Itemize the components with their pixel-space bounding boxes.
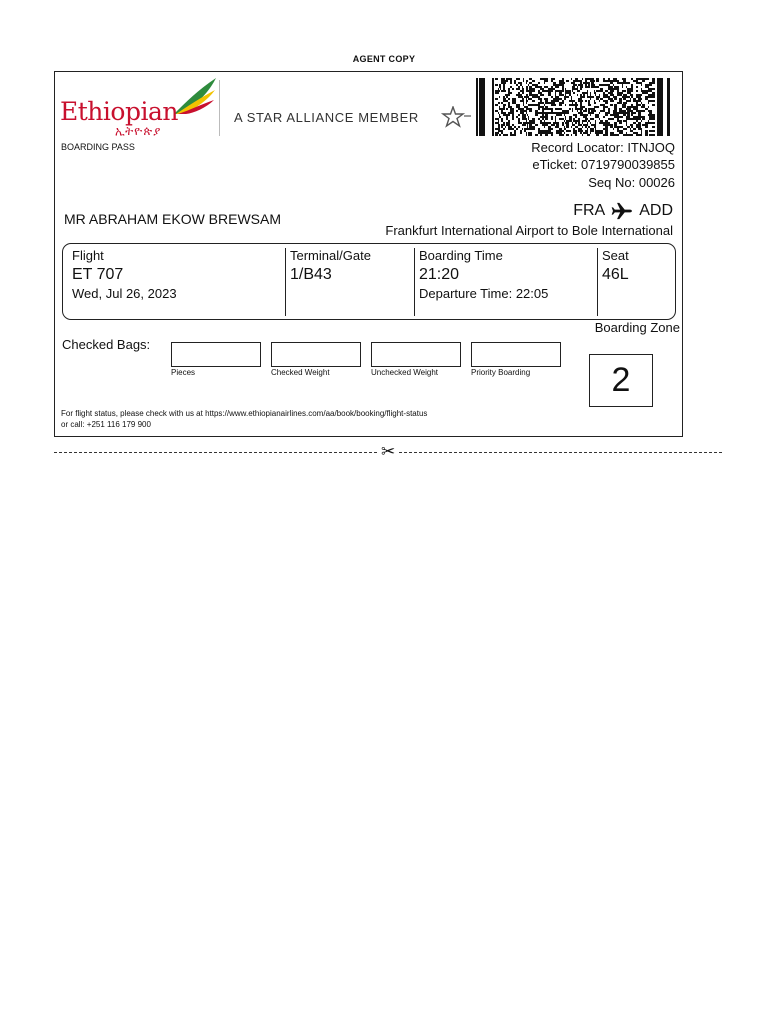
airplane-icon [611, 202, 633, 220]
star-alliance-icon [440, 106, 472, 128]
flight-status-line: For flight status, please check with us at https://www.ethiopianairlines.com/aa/book/booking/flight-status [61, 409, 428, 418]
eticket-number: eTicket: 0719790039855 [532, 157, 675, 172]
route-codes [573, 202, 673, 220]
flight-date: Wed, Jul 26, 2023 [72, 286, 177, 301]
pieces-caption: Pieces [171, 368, 196, 377]
flight-label: Flight [72, 248, 104, 263]
boarding-zone-value: 2 [589, 354, 653, 407]
barcode [476, 78, 672, 136]
sequence-number: Seq No: 00026 [588, 175, 675, 190]
agent-copy-label: AGENT COPY [352, 54, 416, 64]
column-divider [285, 248, 286, 316]
scissors-icon: ✂ [381, 442, 396, 461]
passenger-name: MR ABRAHAM EKOW BREWSAM [64, 211, 282, 227]
seat-label: Seat [602, 248, 629, 263]
terminal-gate-label: Terminal/Gate [290, 248, 371, 263]
call-line: or call: +251 116 179 900 [61, 420, 151, 429]
boarding-zone-label: Boarding Zone [594, 320, 680, 335]
record-locator: Record Locator: ITNJOQ [531, 140, 675, 155]
unchecked-weight-caption: Unchecked Weight [371, 368, 438, 377]
route-description: Frankfurt International Airport to Bole International [385, 223, 673, 238]
ethiopian-wing-logo-icon [172, 76, 218, 116]
seat-value: 46L [602, 266, 629, 283]
terminal-gate-value: 1/B43 [290, 266, 332, 283]
amharic-logo-text: ኢትዮጵያ [115, 124, 162, 138]
unchecked-weight-field [371, 342, 461, 367]
boarding-time-value: 21:20 [419, 266, 460, 283]
boarding-pass-label: BOARDING PASS [61, 142, 135, 152]
checked-bags-label: Checked Bags: [62, 337, 151, 352]
origin-code: FRA [573, 202, 606, 219]
column-divider [414, 248, 415, 316]
ethiopian-logo-text: Ethiopian [60, 97, 178, 126]
star-alliance-text: A STAR ALLIANCE MEMBER [234, 110, 419, 125]
flight-status-note [61, 408, 427, 430]
departure-time: Departure Time: 22:05 [419, 286, 549, 301]
priority-boarding-caption: Priority Boarding [471, 368, 531, 377]
boarding-time-label: Boarding Time [419, 248, 503, 263]
column-divider [597, 248, 598, 316]
destination-code: ADD [639, 202, 673, 219]
logo-divider [219, 80, 220, 136]
checked-weight-caption: Checked Weight [271, 368, 330, 377]
priority-boarding-field [471, 342, 561, 367]
checked-weight-field [271, 342, 361, 367]
flight-info-box [62, 243, 676, 320]
flight-number: ET 707 [72, 266, 124, 283]
pieces-field [171, 342, 261, 367]
